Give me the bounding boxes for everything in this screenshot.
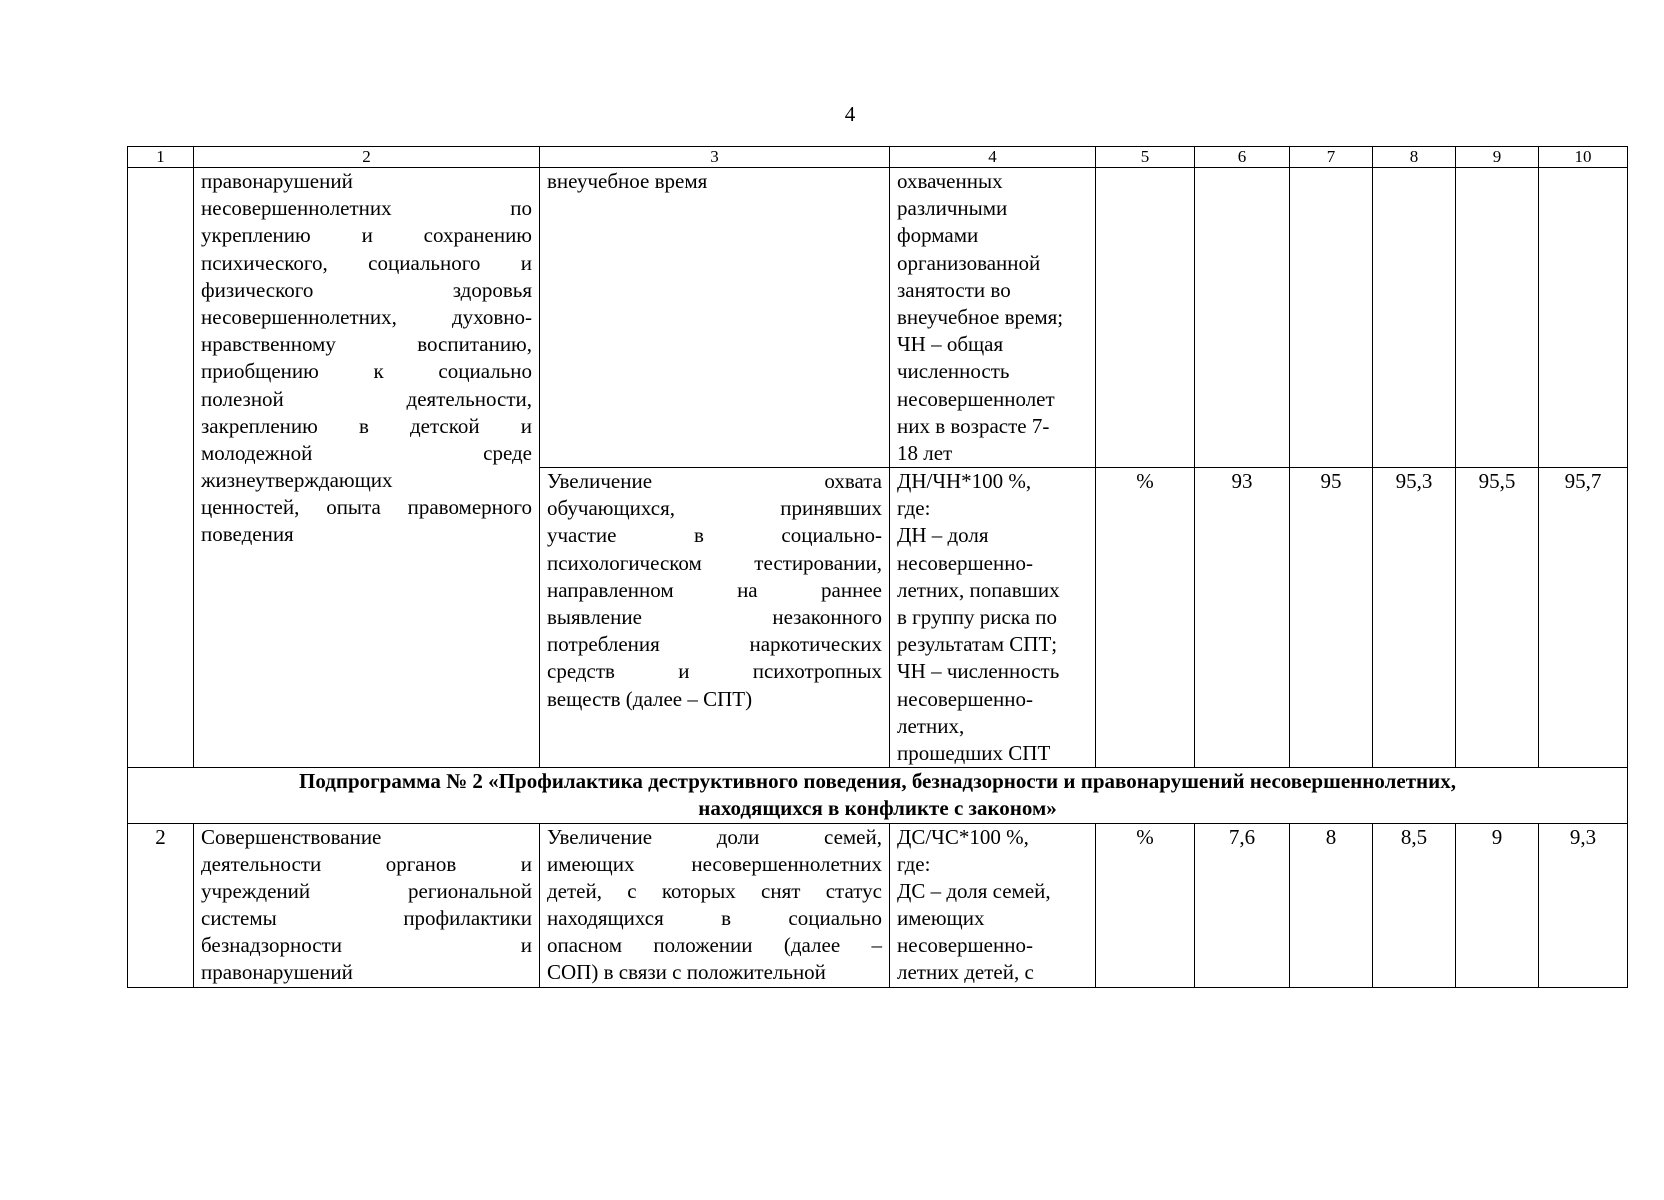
text-line: правонарушений bbox=[201, 169, 353, 193]
formula-cell bbox=[890, 468, 1096, 768]
text-line: потребления наркотических bbox=[547, 632, 882, 657]
header-cell: 2 bbox=[194, 147, 540, 168]
value-cell: 8,5 bbox=[1373, 823, 1456, 987]
text-line: 18 лет bbox=[897, 440, 953, 465]
subprogram-row bbox=[128, 768, 1628, 823]
text-line: СОП) в связи с положительной bbox=[547, 960, 826, 985]
text-line: обучающихся, принявших bbox=[547, 496, 882, 521]
text-line: несовершеннолетних, духовно- bbox=[201, 304, 532, 329]
text-line: выявление незаконного bbox=[547, 605, 882, 629]
text-line: организованной bbox=[897, 250, 1041, 275]
value-cell bbox=[1539, 168, 1628, 468]
text-line: летних, попавших bbox=[897, 577, 1060, 602]
header-cell: 6 bbox=[1195, 147, 1290, 168]
value-cell: 95,5 bbox=[1456, 468, 1539, 768]
text-line: прошедших СПТ bbox=[897, 740, 1051, 765]
value-cell: 93 bbox=[1195, 468, 1290, 768]
value-cell bbox=[1195, 168, 1290, 468]
row-number-cell bbox=[128, 168, 194, 768]
text-line: охваченных bbox=[897, 169, 1003, 193]
text-line: Совершенствование bbox=[201, 824, 382, 849]
text-line: различными bbox=[897, 196, 1008, 221]
text-line: молодежной среде bbox=[201, 440, 532, 465]
text-line: закреплению в детской и bbox=[201, 413, 532, 438]
text-line: имеющих bbox=[897, 906, 985, 931]
text-line: несовершеннолетних по bbox=[201, 196, 532, 221]
value-cell: 95,7 bbox=[1539, 468, 1628, 768]
subprogram-title bbox=[128, 768, 1628, 823]
text-line: ДН – доля bbox=[897, 523, 989, 548]
text-line: физического здоровья bbox=[201, 277, 532, 302]
value-cell bbox=[1290, 168, 1373, 468]
header-cell: 3 bbox=[540, 147, 890, 168]
table-row bbox=[128, 168, 1628, 468]
text-line: внеучебное время bbox=[547, 169, 708, 193]
header-cell: 7 bbox=[1290, 147, 1373, 168]
text-line: них в возрасте 7- bbox=[897, 413, 1050, 438]
text-line: где: bbox=[897, 851, 931, 876]
unit-cell bbox=[1096, 168, 1195, 468]
indicator-cell bbox=[540, 468, 890, 768]
text-line: системы профилактики bbox=[201, 906, 532, 931]
text-line: веществ (далее – СПТ) bbox=[547, 686, 753, 711]
text-line: направленном на раннее bbox=[547, 577, 882, 602]
text-line: Подпрограмма № 2 «Профилактика деструктивного поведения, безнадзорности и правонарушений несовершеннолетних, bbox=[299, 769, 1456, 794]
text-line: правонарушений bbox=[201, 960, 353, 985]
unit-cell: % bbox=[1096, 468, 1195, 768]
text-line: находящихся в конфликте с законом» bbox=[698, 796, 1057, 821]
text-line: ДС – доля семей, bbox=[897, 878, 1051, 903]
text-line: численность bbox=[897, 359, 1010, 384]
value-cell bbox=[1373, 168, 1456, 468]
text-line: Увеличение доли семей, bbox=[547, 824, 882, 849]
text-line: приобщению к социально bbox=[201, 359, 532, 384]
value-cell: 95 bbox=[1290, 468, 1373, 768]
header-cell: 10 bbox=[1539, 147, 1628, 168]
text-line: несовершеннолет bbox=[897, 386, 1055, 411]
text-line: несовершенно- bbox=[897, 933, 1033, 958]
value-cell: 7,6 bbox=[1195, 823, 1290, 987]
formula-cell bbox=[890, 823, 1096, 987]
header-cell: 5 bbox=[1096, 147, 1195, 168]
header-cell: 1 bbox=[128, 147, 194, 168]
text-line: летних детей, с bbox=[897, 960, 1034, 985]
text-line: полезной деятельности, bbox=[201, 386, 532, 411]
activity-cell bbox=[194, 168, 540, 768]
text-line: имеющих несовершеннолетних bbox=[547, 851, 882, 876]
value-cell bbox=[1456, 168, 1539, 468]
indicator-cell bbox=[540, 823, 890, 987]
header-cell: 9 bbox=[1456, 147, 1539, 168]
text-line: несовершенно- bbox=[897, 686, 1033, 711]
text-line: находящихся в социально bbox=[547, 906, 882, 931]
text-line: учреждений региональной bbox=[201, 878, 532, 903]
text-line: психологическом тестировании, bbox=[547, 550, 882, 575]
text-line: детей, с которых снят статус bbox=[547, 878, 882, 903]
text-line: внеучебное время; bbox=[897, 304, 1064, 329]
text-line: ДС/ЧС*100 %, bbox=[897, 824, 1029, 849]
table-row bbox=[128, 823, 1628, 987]
value-cell: 9 bbox=[1456, 823, 1539, 987]
text-line: в группу риска по bbox=[897, 605, 1057, 629]
indicators-table bbox=[127, 146, 1628, 988]
indicator-cell bbox=[540, 168, 890, 468]
unit-cell: % bbox=[1096, 823, 1195, 987]
text-line: психического, социального и bbox=[201, 250, 532, 275]
text-line: ЧН – численность bbox=[897, 659, 1060, 684]
text-line: ценностей, опыта правомерного bbox=[201, 495, 532, 520]
text-line: жизнеутверждающих bbox=[201, 468, 393, 493]
text-line: где: bbox=[897, 496, 931, 521]
text-line: ЧН – общая bbox=[897, 332, 1004, 357]
header-cell: 4 bbox=[890, 147, 1096, 168]
value-cell: 95,3 bbox=[1373, 468, 1456, 768]
text-line: нравственному воспитанию, bbox=[201, 332, 532, 357]
text-line: Увеличение охвата bbox=[547, 469, 882, 494]
text-line: укреплению и сохранению bbox=[201, 223, 532, 248]
value-cell: 8 bbox=[1290, 823, 1373, 987]
text-line: летних, bbox=[897, 713, 965, 738]
text-line: поведения bbox=[201, 522, 294, 547]
value-cell: 9,3 bbox=[1539, 823, 1628, 987]
text-line: несовершенно- bbox=[897, 550, 1033, 575]
header-cell: 8 bbox=[1373, 147, 1456, 168]
text-line: формами bbox=[897, 223, 979, 248]
formula-cell bbox=[890, 168, 1096, 468]
text-line: результатам СПТ; bbox=[897, 632, 1058, 657]
text-line: безнадзорности и bbox=[201, 933, 532, 958]
activity-cell bbox=[194, 823, 540, 987]
text-line: средств и психотропных bbox=[547, 659, 882, 684]
page-number: 4 bbox=[844, 102, 856, 126]
row-number-cell: 2 bbox=[128, 823, 194, 987]
header-row bbox=[128, 147, 1628, 168]
text-line: ДН/ЧН*100 %, bbox=[897, 469, 1032, 494]
text-line: деятельности органов и bbox=[201, 851, 532, 876]
text-line: занятости во bbox=[897, 277, 1011, 302]
text-line: опасном положении (далее – bbox=[547, 933, 882, 958]
text-line: участие в социально- bbox=[547, 523, 882, 548]
